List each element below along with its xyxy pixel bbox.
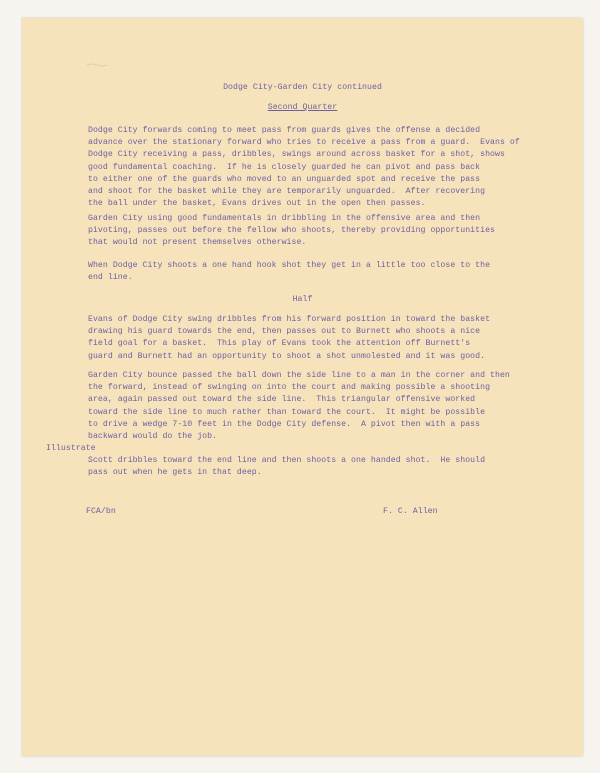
paragraph-line: that would not present themselves otherwise. [88, 238, 307, 248]
paragraph-line: end line. [88, 273, 133, 283]
section-title-half: Half [292, 295, 313, 304]
author-signature-line: F. C. Allen [383, 507, 438, 516]
paragraph-3 [88, 260, 490, 284]
paragraph-line: Scott dribbles toward the end line and then shoots a one handed shot. He should [88, 456, 486, 465]
paragraph-line: When Dodge City shoots a one hand hook shot they get in a little too close to the [88, 261, 491, 270]
paragraph-1 [88, 125, 520, 210]
paragraph-2 [88, 213, 495, 250]
paragraph-5 [88, 370, 510, 443]
paragraph-line: and shoot for the basket while they are temporarily unguarded. After recovering [88, 187, 486, 197]
paragraph-line: the forward, instead of swinging on into the court and making possible a shooting [88, 383, 491, 393]
paragraph-line: good fundamental coaching. If he is closely guarded he can pivot and pass back [88, 162, 481, 172]
paragraph-line: Garden City bounce passed the ball down the side line to a man in the corner and then [88, 371, 510, 380]
paragraph-4 [88, 314, 490, 363]
margin-note-illustrate: Illustrate [46, 444, 96, 453]
paragraph-line: Evans of Dodge City swing dribbles from his forward position in toward the basket [88, 315, 491, 324]
paragraph-line: backward would do the job. [88, 432, 218, 442]
typist-initials: FCA/bn [86, 507, 116, 516]
paragraph-line: Dodge City forwards coming to meet pass from guards gives the offense a decided [88, 126, 481, 135]
paragraph-line: the ball under the basket, Evans drives out in the open then passes. [88, 199, 426, 209]
paragraph-line: to either one of the guards who moved to an unguarded spot and receive the pass [88, 174, 481, 184]
paragraph-line: toward the side line to much rather than toward the court. It might be possible [88, 407, 486, 417]
paragraph-line: Garden City using good fundamentals in dribbling in the offensive area and then [88, 214, 481, 223]
paragraph-line: guard and Burnett had an opportunity to shoot a shot unmolested and it was good. [88, 351, 486, 361]
document-heading: Dodge City-Garden City continued [223, 83, 382, 92]
paragraph-6 [88, 455, 485, 479]
paragraph-line: to drive a wedge 7-10 feet in the Dodge City defense. A pivot then with a pass [88, 419, 481, 429]
typewritten-page [22, 18, 583, 756]
paragraph-line: advance over the stationary forward who tries to receive a pass from a guard. Evans of [88, 138, 520, 148]
paragraph-line: area, again passed out toward the side line. This triangular offensive worked [88, 395, 476, 405]
paragraph-line: pivoting, passes out before the fellow who shoots, thereby providing opportunities [88, 226, 495, 236]
paragraph-line: drawing his guard towards the end, then passes out to Burnett who shoots a nice [88, 327, 481, 337]
paragraph-line: pass out when he gets in that deep. [88, 468, 262, 478]
paragraph-line: field goal for a basket. This play of Evans took the attention off Burnett's [88, 339, 471, 349]
section-title-second-quarter: Second Quarter [267, 103, 338, 112]
paragraph-line: Dodge City receiving a pass, dribbles, swings around across basket for a shot, shows [88, 150, 505, 160]
faint-pencil-mark [86, 62, 108, 68]
